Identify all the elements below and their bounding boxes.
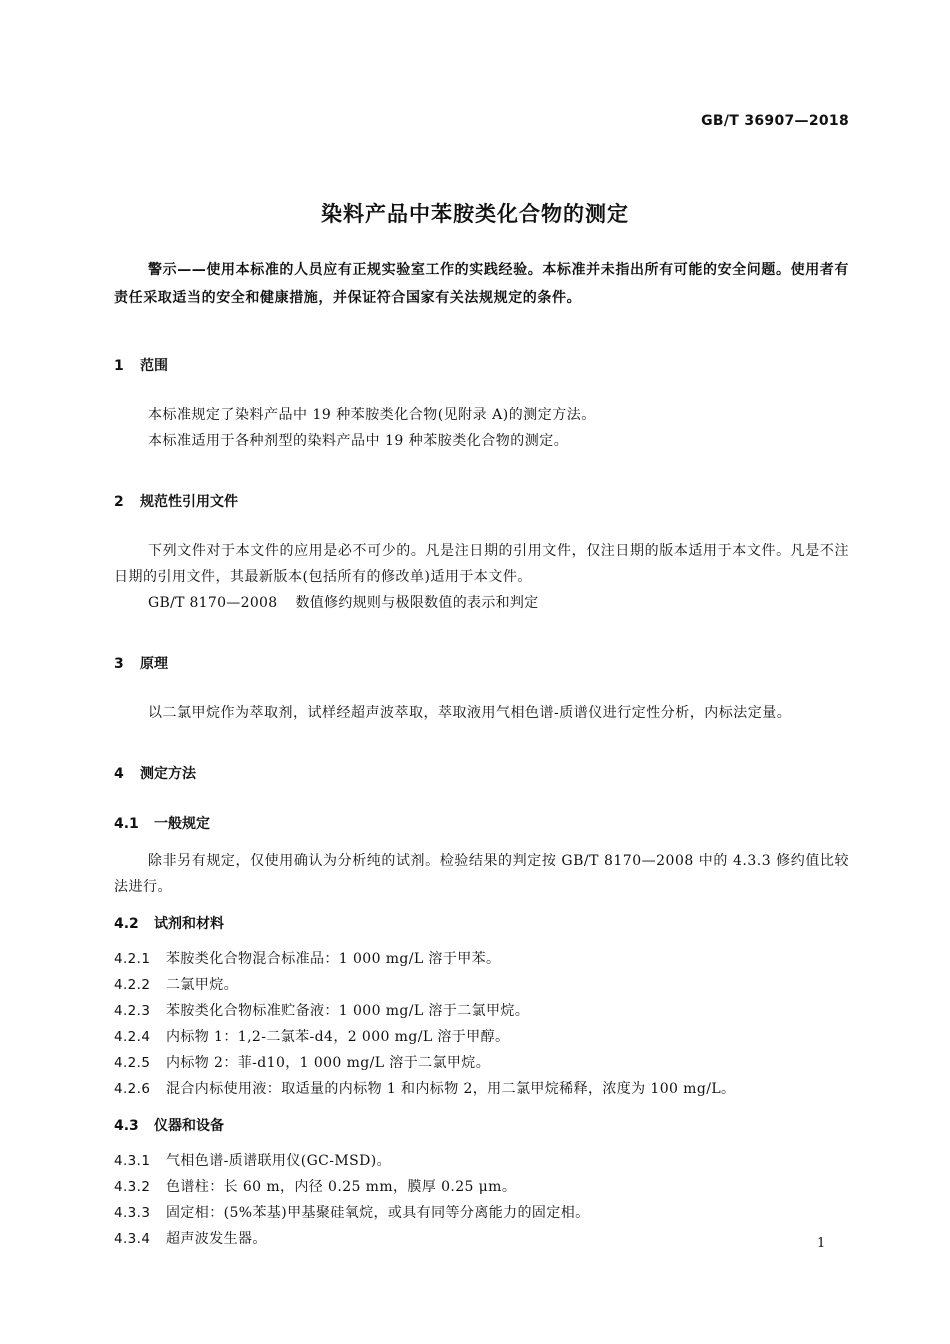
- item-number: 4.2.1: [114, 951, 151, 967]
- section-title: 规范性引用文件: [140, 494, 238, 510]
- item-number: 4.3.1: [114, 1153, 151, 1169]
- item-number: 4.3.3: [114, 1205, 151, 1221]
- subsection-title: 试剂和材料: [154, 916, 224, 932]
- list-item: [114, 998, 849, 1024]
- list-item: [114, 1226, 849, 1252]
- section-title: 测定方法: [140, 766, 196, 782]
- item-number: 4.2.4: [114, 1029, 151, 1045]
- subsection-title: 仪器和设备: [154, 1118, 224, 1134]
- list-item: [114, 1200, 849, 1226]
- reference-code: GB/T 8170—2008: [148, 595, 278, 611]
- item-text: 混合内标使用液：取适量的内标物 1 和内标物 2，用二氯甲烷稀释，浓度为 100 mg/L。: [166, 1081, 736, 1097]
- subsection-4-1-heading: [114, 814, 849, 834]
- item-number: 4.2.6: [114, 1081, 151, 1097]
- subsection-4-2-heading: [114, 914, 849, 934]
- page-number: 1: [817, 1236, 826, 1251]
- list-item: [114, 1174, 849, 1200]
- subsection-number: 4.2: [114, 916, 139, 932]
- subsection-4-3-heading: [114, 1116, 849, 1136]
- section-title: 原理: [140, 656, 168, 672]
- section-3-paragraph-1: 以二氯甲烷作为萃取剂，试样经超声波萃取，萃取液用气相色谱-质谱仪进行定性分析，内标法定量。: [148, 705, 792, 721]
- item-text: 超声波发生器。: [166, 1231, 267, 1247]
- list-item: [114, 1050, 849, 1076]
- section-1-paragraph-2: 本标准适用于各种剂型的染料产品中 19 种苯胺类化合物的测定。: [148, 433, 569, 449]
- section-number: 2: [114, 494, 124, 510]
- section-2-paragraph-1: 下列文件对于本文件的应用是必不可少的。凡是注日期的引用文件，仅注日期的版本适用于本文件。凡是不注日期的引用文件，其最新版本(包括所有的修改单)适用于本文件。: [114, 543, 849, 585]
- section-number: 4: [114, 766, 124, 782]
- section-2-heading: [114, 492, 849, 512]
- reference-title: 数值修约规则与极限数值的表示和判定: [295, 595, 539, 611]
- item-text: 色谱柱：长 60 m，内径 0.25 mm，膜厚 0.25 μm。: [166, 1179, 517, 1195]
- reagent-list: [114, 946, 849, 1102]
- item-number: 4.2.2: [114, 977, 151, 993]
- list-item: [114, 1024, 849, 1050]
- item-text: 内标物 1：1,2-二氯苯-d4，2 000 mg/L 溶于甲醇。: [166, 1029, 510, 1045]
- list-item: [114, 1076, 849, 1102]
- list-item: [114, 1148, 849, 1174]
- section-4-heading: [114, 764, 849, 784]
- subsection-number: 4.3: [114, 1118, 139, 1134]
- section-1-paragraph-1: 本标准规定了染料产品中 19 种苯胺类化合物(见附录 A)的测定方法。: [148, 407, 596, 423]
- section-1-heading: [114, 356, 849, 376]
- section-number: 1: [114, 358, 124, 374]
- section-number: 3: [114, 656, 124, 672]
- standard-code: GB/T 36907—2018: [701, 113, 849, 129]
- subsection-number: 4.1: [114, 816, 139, 832]
- list-item: [114, 972, 849, 998]
- equipment-list: [114, 1148, 849, 1252]
- item-text: 内标物 2：菲-d10，1 000 mg/L 溶于二氯甲烷。: [166, 1055, 491, 1071]
- normative-reference: [114, 590, 849, 616]
- section-title: 范围: [140, 358, 168, 374]
- document-body: [114, 256, 849, 1252]
- section-3-heading: [114, 654, 849, 674]
- document-title: 染料产品中苯胺类化合物的测定: [321, 202, 629, 226]
- item-text: 苯胺类化合物混合标准品：1 000 mg/L 溶于甲苯。: [166, 951, 501, 967]
- list-item: [114, 946, 849, 972]
- item-number: 4.2.3: [114, 1003, 151, 1019]
- subsection-4-1-paragraph: 除非另有规定，仅使用确认为分析纯的试剂。检验结果的判定按 GB/T 8170—2008 中的 4.3.3 修约值比较法进行。: [114, 853, 849, 895]
- subsection-title: 一般规定: [154, 816, 210, 832]
- item-text: 固定相：(5%苯基)甲基聚硅氧烷，或具有同等分离能力的固定相。: [166, 1205, 590, 1221]
- item-number: 4.3.2: [114, 1179, 151, 1195]
- item-text: 二氯甲烷。: [166, 977, 238, 993]
- item-text: 气相色谱-质谱联用仪(GC-MSD)。: [166, 1153, 392, 1169]
- item-number: 4.3.4: [114, 1231, 151, 1247]
- warning-paragraph: 警示——使用本标准的人员应有正规实验室工作的实践经验。本标准并未指出所有可能的安全问题。使用者有责任采取适当的安全和健康措施，并保证符合国家有关法规规定的条件。: [114, 262, 849, 306]
- item-text: 苯胺类化合物标准贮备液：1 000 mg/L 溶于二氯甲烷。: [166, 1003, 530, 1019]
- item-number: 4.2.5: [114, 1055, 151, 1071]
